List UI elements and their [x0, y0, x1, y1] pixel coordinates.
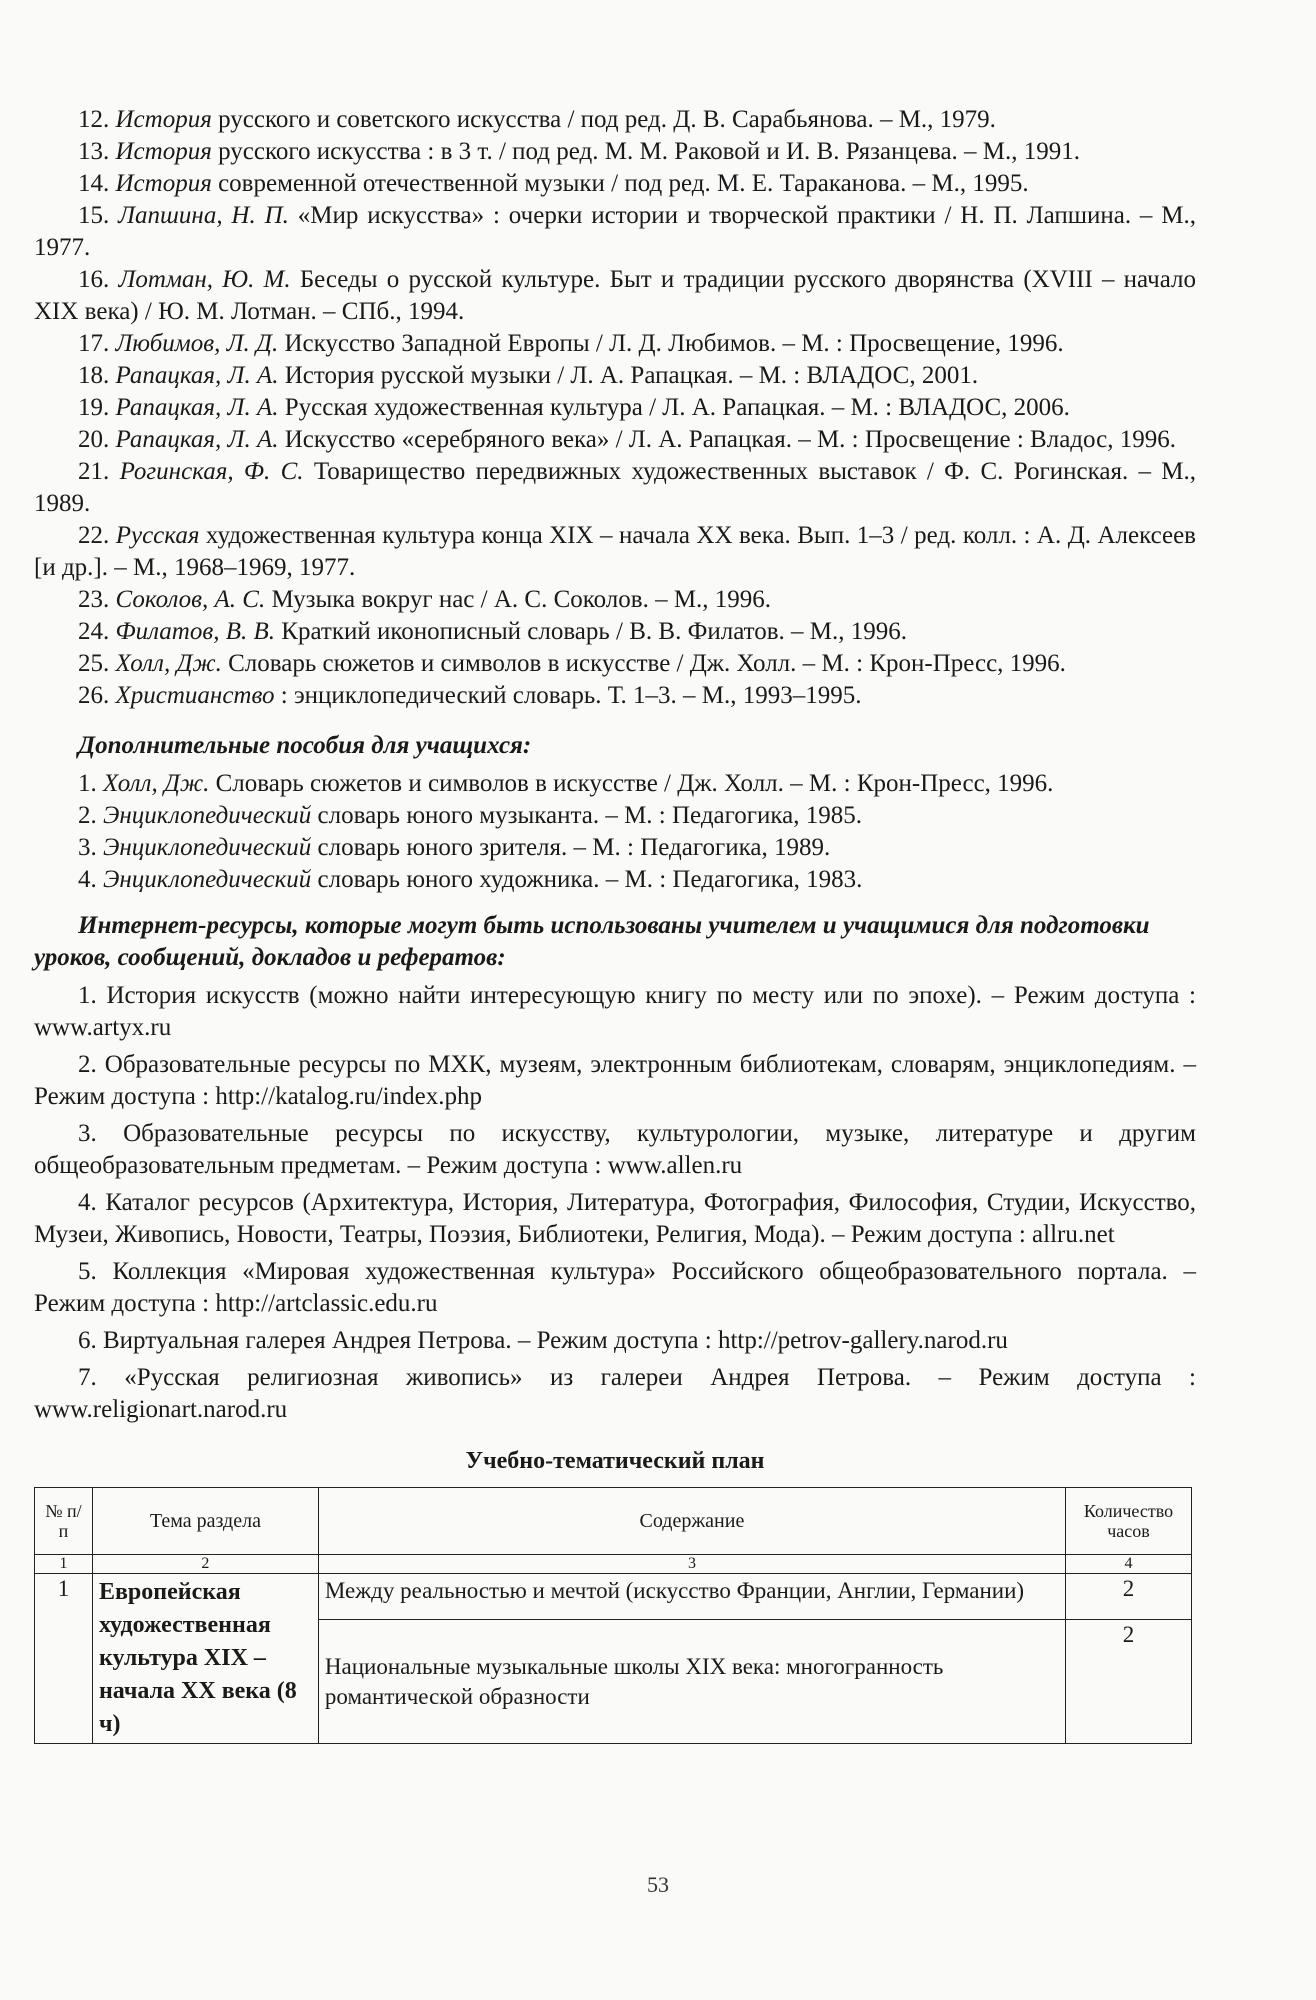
row-content: Национальные музыкальные школы XIX века: многогранность романтической образности — [318, 1619, 1065, 1743]
entry-number: 12. — [78, 106, 110, 133]
reference-entry — [34, 768, 1196, 800]
entry-number: 21. — [78, 458, 110, 485]
internet-resource: 2. Образовательные ресурсы по МХК, музеям, электронным библиотекам, словарям, энциклопедиям. – Режим доступа : http://katalog.ru/index.php — [34, 1051, 1196, 1110]
index-cell: 2 — [92, 1555, 318, 1574]
entry-author: Лапшина, Н. П. — [118, 202, 289, 229]
entry-text: словарь юного зрителя. – М. : Педагогика, 1989. — [311, 834, 831, 861]
entry-number: 16. — [78, 266, 110, 293]
entry-author: Энциклопедический — [103, 834, 312, 861]
row-hours: 2 — [1066, 1574, 1192, 1620]
entry-text: словарь юного художника. – М. : Педагогика, 1983. — [311, 866, 863, 893]
internet-resource: 4. Каталог ресурсов (Архитектура, История, Литература, Фотография, Философия, Студии, Искусство, Музеи, Живопись, Новости, Театры, Поэзия, Библиотеки, Религия, Мода). – Режим доступа : allru.net — [34, 1189, 1196, 1248]
reference-entry — [34, 200, 1196, 264]
entry-number: 22. — [78, 522, 110, 549]
entry-author: Русская — [115, 522, 200, 549]
reference-list — [34, 104, 1196, 712]
entry-author: Энциклопедический — [103, 866, 312, 893]
internet-resource: 1. История искусств (можно найти интересующую книгу по месту или по эпохе). – Режим доступа : www.artyx.ru — [34, 982, 1196, 1041]
reference-entry — [34, 800, 1196, 832]
entry-author: Лотман, Ю. М. — [118, 266, 291, 293]
entry-number: 2. — [78, 802, 97, 829]
entry-text: Словарь сюжетов и символов в искусстве / Дж. Холл. – М. : Крон-Пресс, 1996. — [209, 770, 1054, 797]
entry-text: Русская художественная культура / Л. А. Рапацкая. – М. : ВЛАДОС, 2006. — [278, 394, 1070, 421]
student-aids-heading: Дополнительные пособия для учащихся: — [78, 732, 532, 759]
entry-number: 1. — [78, 770, 97, 797]
entry-number: 25. — [78, 650, 110, 677]
header-topic: Тема раздела — [92, 1488, 318, 1555]
reference-entry — [34, 136, 1196, 168]
reference-entry — [34, 616, 1196, 648]
entry-author: Христианство — [115, 682, 275, 709]
entry-author: Рогинская, Ф. С. — [119, 458, 304, 485]
reference-entry — [34, 328, 1196, 360]
entry-number: 15. — [78, 202, 110, 229]
entry-number: 19. — [78, 394, 110, 421]
entry-text: : энциклопедический словарь. Т. 1–3. – М., 1993–1995. — [274, 682, 862, 709]
reference-entry — [34, 680, 1196, 712]
entry-text: «Мир искусства» : очерки истории и творческой практики / Н. П. Лапшина. – М., 1977. — [34, 202, 1197, 261]
reference-entry — [34, 104, 1196, 136]
plan-row — [35, 1574, 1192, 1620]
entry-text: Товарищество передвижных художественных выставок / Ф. С. Рогинская. – М., 1989. — [34, 458, 1197, 517]
reference-entry — [34, 168, 1196, 200]
entry-author: Энциклопедический — [103, 802, 312, 829]
internet-resource: 6. Виртуальная галерея Андрея Петрова. – Режим доступа : http://petrov-gallery.narod.ru — [78, 1327, 1008, 1354]
reference-entry — [34, 456, 1196, 520]
entry-text: русского искусства : в 3 т. / под ред. М. М. Раковой и И. В. Рязанцева. – М., 1991. — [211, 138, 1081, 165]
entry-text: Беседы о русской культуре. Быт и традиции русского дворянства (XVIII – начало XIX века) / Ю. М. Лотман. – СПб., 1994. — [34, 266, 1196, 325]
header-content: Содержание — [318, 1488, 1065, 1555]
reference-entry — [34, 584, 1196, 616]
entry-author: История — [115, 106, 212, 133]
reference-entry — [34, 360, 1196, 392]
plan-header-row — [35, 1488, 1192, 1555]
entry-author: Холл, Дж. — [103, 770, 210, 797]
internet-resource: 5. Коллекция «Мировая художественная культура» Российского общеобразовательного портала. – Режим доступа : http://artclassic.edu.ru — [34, 1258, 1196, 1317]
entry-text: Искусство «серебряного века» / Л. А. Рапацкая. – М. : Просвещение : Владос, 1996. — [278, 426, 1176, 453]
header-hours: Количество часов — [1066, 1488, 1192, 1555]
entry-text: современной отечественной музыки / под ред. М. Е. Тараканова. – М., 1995. — [211, 170, 1029, 197]
row-hours: 2 — [1066, 1619, 1192, 1743]
entry-text: История русской музыки / Л. А. Рапацкая. – М. : ВЛАДОС, 2001. — [278, 362, 979, 389]
entry-text: Музыка вокруг нас / А. С. Соколов. – М., 1996. — [265, 586, 772, 613]
reference-entry — [34, 424, 1196, 456]
internet-resource: 7. «Русская религиозная живопись» из галереи Андрея Петрова. – Режим доступа : www.religionart.narod.ru — [34, 1364, 1196, 1423]
entry-number: 26. — [78, 682, 110, 709]
entry-text: Краткий иконописный словарь / В. В. Филатов. – М., 1996. — [275, 618, 908, 645]
entry-text: словарь юного музыканта. – М. : Педагогика, 1985. — [311, 802, 863, 829]
entry-text: Искусство Западной Европы / Л. Д. Любимов. – М. : Просвещение, 1996. — [278, 330, 1064, 357]
entry-number: 3. — [78, 834, 97, 861]
entry-author: Любимов, Л. Д. — [115, 330, 279, 357]
page-number: 53 — [647, 1872, 669, 1897]
entry-number: 18. — [78, 362, 110, 389]
reference-entry — [34, 392, 1196, 424]
entry-author: Филатов, В. В. — [115, 618, 276, 645]
row-topic: Европейская художественная культура XIX – начала XX века (8 ч) — [92, 1574, 318, 1744]
entry-number: 4. — [78, 866, 97, 893]
reference-entry — [34, 648, 1196, 680]
entry-number: 17. — [78, 330, 110, 357]
header-num: № п/п — [35, 1488, 93, 1555]
entry-number: 13. — [78, 138, 110, 165]
plan-title: Учебно-тематический план — [465, 1448, 765, 1474]
reference-entry — [34, 520, 1196, 584]
entry-text: русского и советского искусства / под ред. Д. В. Сарабьянова. – М., 1979. — [211, 106, 996, 133]
entry-number: 20. — [78, 426, 110, 453]
entry-author: Соколов, А. С. — [115, 586, 266, 613]
plan-index-row — [35, 1555, 1192, 1574]
entry-author: Рапацкая, Л. А. — [115, 426, 279, 453]
entry-number: 14. — [78, 170, 110, 197]
row-number: 1 — [35, 1574, 93, 1744]
reference-entry — [34, 832, 1196, 864]
page-content — [34, 104, 1196, 1744]
reference-entry — [34, 864, 1196, 896]
entry-number: 23. — [78, 586, 110, 613]
entry-text: Словарь сюжетов и символов в искусстве / Дж. Холл. – М. : Крон-Пресс, 1996. — [221, 650, 1066, 677]
entry-author: Холл, Дж. — [115, 650, 222, 677]
index-cell: 1 — [35, 1555, 93, 1574]
entry-author: Рапацкая, Л. А. — [115, 394, 279, 421]
internet-resources-heading: Интернет-ресурсы, которые могут быть использованы учителем и учащимися для подготовки уроков, сообщений, докладов и рефератов: — [34, 912, 1150, 971]
entry-author: История — [115, 170, 212, 197]
entry-number: 24. — [78, 618, 110, 645]
entry-text: художественная культура конца XIX – начала XX века. Вып. 1–3 / ред. колл. : А. Д. Алексеев [и др.]. – М., 1968–1969, 1977. — [34, 522, 1196, 581]
internet-resources-list — [34, 980, 1196, 1426]
plan-table — [34, 1487, 1192, 1744]
row-content: Между реальностью и мечтой (искусство Франции, Англии, Германии) — [318, 1574, 1065, 1620]
reference-entry — [34, 264, 1196, 328]
index-cell: 3 — [318, 1555, 1065, 1574]
internet-resource: 3. Образовательные ресурсы по искусству, культурологии, музыке, литературе и другим общеобразовательным предметам. – Режим доступа : www.allen.ru — [34, 1120, 1196, 1179]
student-aids-list — [34, 768, 1196, 896]
entry-author: Рапацкая, Л. А. — [115, 362, 279, 389]
index-cell: 4 — [1066, 1555, 1192, 1574]
entry-author: История — [115, 138, 212, 165]
